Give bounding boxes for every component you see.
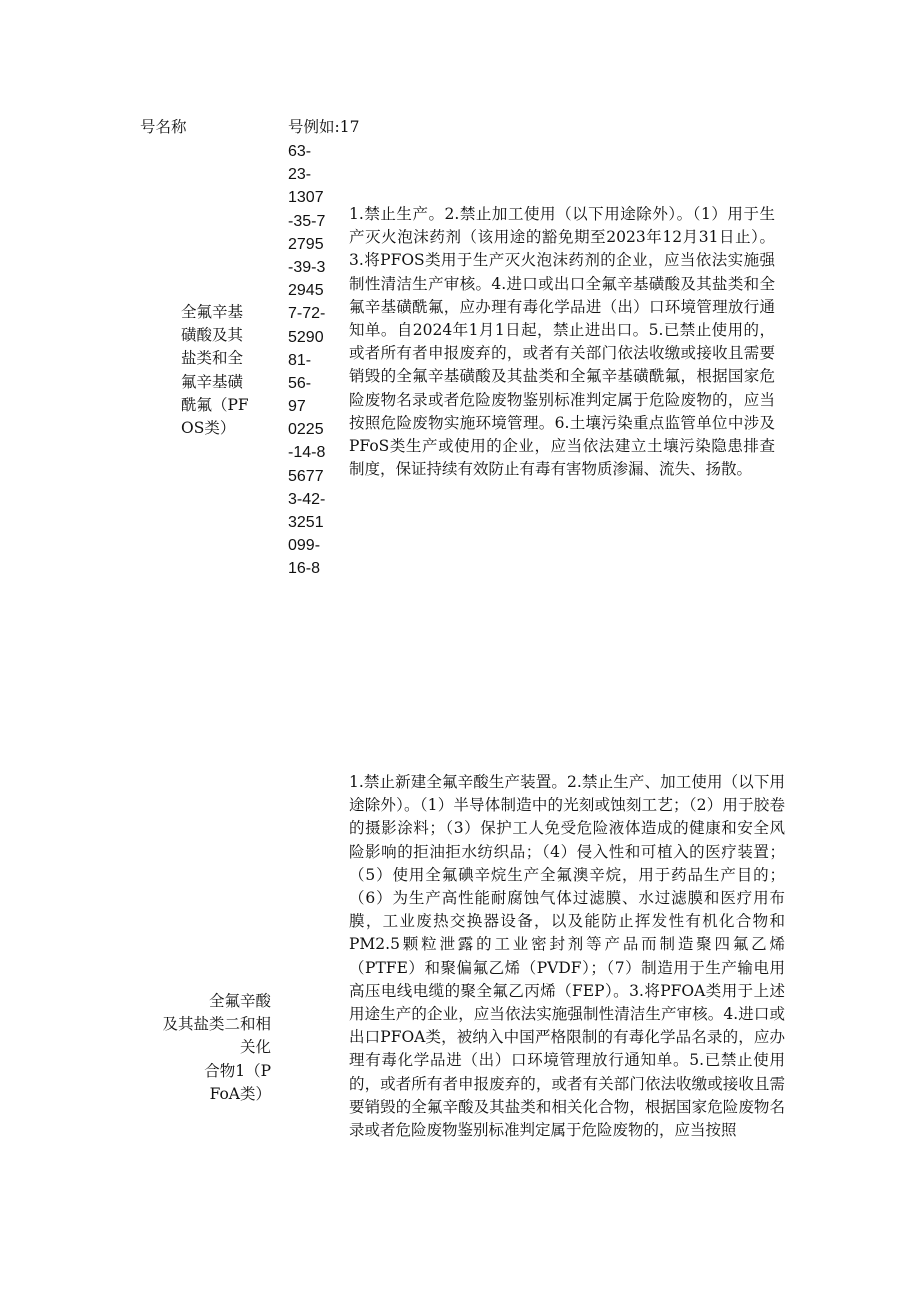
cas-line: 2795 <box>288 235 324 253</box>
cas-line: 099- <box>288 537 321 555</box>
cas-line: -14-8 <box>288 444 326 462</box>
header-cas-column: 号例如:17 <box>288 118 360 136</box>
control-measures-pfoa: 1.禁止新建全氟辛酸生产装置。2.禁止生产、加工使用（以下用途除外）。（1）半导体制造中的光刻或蚀刻工艺；（2）用于胶卷的摄影涂料；（3）保护工人免受危险液体造成的健康和安全风险影响的拒油拒水纺织品；（4）侵入性和可植入的医疗装置；（5）使用全氟碘辛烷生产全氟澳辛烷，用于药品生产目的；（6）为生产高性能耐腐蚀气体过滤膜、水过滤膜和医疗用布膜，工业废热交换器设备，以及能防止挥发性有机化合物和PM2.5颗粒泄露的工业密封剂等产品而制造聚四氟乙烯（PTFE）和聚偏氟乙烯（PVDF）；（7）制造用于生产输电用高压电线电缆的聚全氟乙丙烯（FEP）。3.将PFOA类用于上述用途生产的企业，应当依法实施强制性清洁生产审核。4.进口或出口PFOA类，被纳入中国严格限制的有毒化学品名录的，应办理有毒化学品进（出）口环境管理放行通知单。5.已禁止使用的，或者所有者申报废弃的，或者有关部门依法收缴或接收且需要销毁的全氟辛酸及其盐类和相关化合物，根据国家危险废物名录或者危险废物鉴别标准判定属于危险废物的，应当按照 <box>349 773 785 1140</box>
cas-line: 0225 <box>288 421 324 439</box>
cas-number-list <box>288 140 336 581</box>
cas-line: -35-7 <box>288 212 326 230</box>
cas-line: 97 <box>288 398 306 416</box>
cas-line: 1307 <box>288 189 324 207</box>
cas-line: -39-3 <box>288 258 326 276</box>
cas-line: 81- <box>288 351 312 369</box>
cas-line: 63- <box>288 143 312 160</box>
cas-line: 5290 <box>288 328 324 346</box>
substance-name-pfoa: 全氟辛酸 及其盐类二和相 关化 合物1（P FoA类） <box>162 992 271 1103</box>
control-measures-pfos: 1.禁止生产。2.禁止加工使用（以下用途除外）。（1）用于生产灭火泡沫药剂（该用途的豁免期至2023年12月31日止）。3.将PFOS类用于生产灭火泡沫药剂的企业，应当依法实施强制性清洁生产审核。4.进口或出口全氟辛基磺酸及其盐类和全氟辛基磺酰氟，应办理有毒化学品进（出）口环境管理放行通知单。自2024年1月1日起，禁止进出口。5.已禁止使用的，或者所有者申报废弃的，或者有关部门依法收缴或接收且需要销毁的全氟辛基磺酸及其盐类和全氟辛基磺酰氟，根据国家危险废物名录或者危险废物鉴别标准判定属于危险废物的，应当按照危险废物实施环境管理。6.土壤污染重点监管单位中涉及PFoS类生产或使用的企业，应当依法建立土壤污染隐患排查制度，保证持续有效防止有毒有害物质渗漏、流失、扬散。 <box>349 205 775 479</box>
cas-line: 3251 <box>288 514 324 531</box>
cas-line: 16-8 <box>288 560 321 578</box>
cas-line: 7-72- <box>288 305 326 323</box>
cas-line: 5677 <box>288 467 324 485</box>
cas-line: 56- <box>288 374 312 392</box>
cas-line: 3-42- <box>288 490 326 508</box>
cas-line: 2945 <box>288 282 324 300</box>
cas-line: 23- <box>288 166 312 184</box>
substance-name-pfos: 全氟辛基 磺酸及其 盐类和全 氟辛基磺 酰氟（PF OS类） <box>181 303 249 438</box>
header-name-column: 号名称 <box>140 118 187 136</box>
